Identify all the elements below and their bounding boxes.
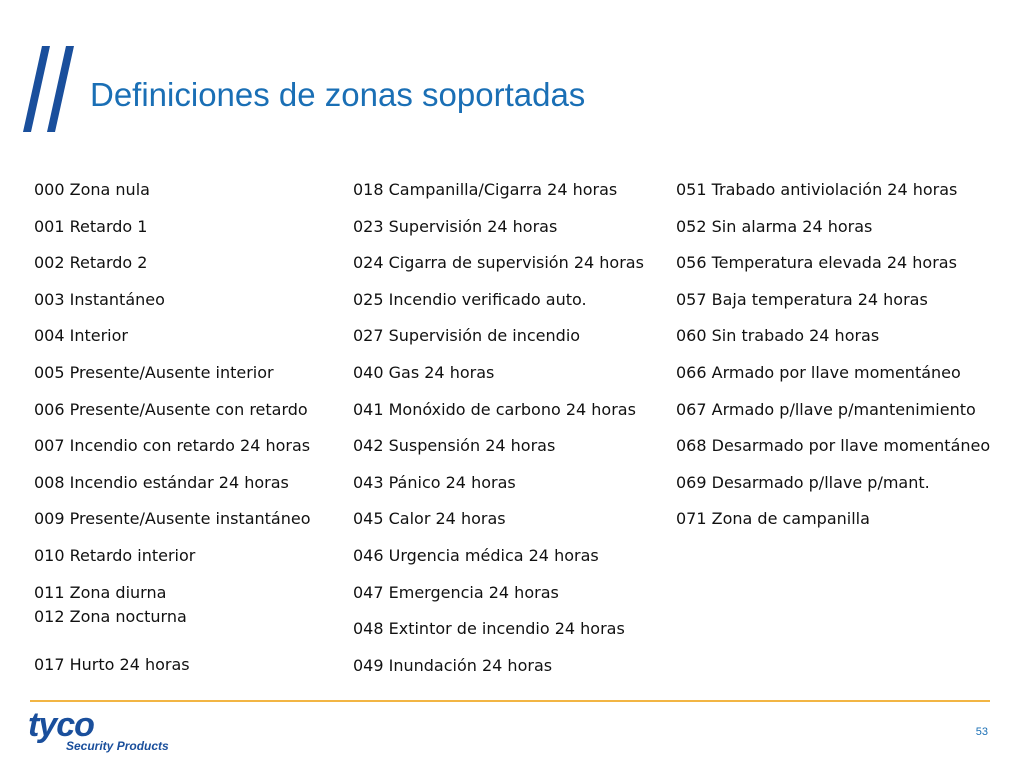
tyco-logo xyxy=(28,706,188,760)
list-item: 011 Zona diurna xyxy=(34,582,167,602)
list-item: 009 Presente/Ausente instantáneo xyxy=(34,509,311,529)
list-item: 042 Suspensión 24 horas xyxy=(353,436,556,456)
zone-column-2 xyxy=(353,178,663,690)
zone-column-1 xyxy=(34,178,334,677)
page-number: 53 xyxy=(975,726,988,738)
list-item: 008 Incendio estándar 24 horas xyxy=(34,472,289,492)
list-item: 023 Supervisión 24 horas xyxy=(353,216,558,236)
list-item: 003 Instantáneo xyxy=(34,289,165,309)
list-item: 057 Baja temperatura 24 horas xyxy=(676,289,928,309)
list-item: 018 Campanilla/Cigarra 24 horas xyxy=(353,180,618,199)
list-item: 025 Incendio verificado auto. xyxy=(353,289,587,309)
list-item: 010 Retardo interior xyxy=(34,545,196,565)
list-item: 012 Zona nocturna xyxy=(34,606,187,626)
list-item: 049 Inundación 24 horas xyxy=(353,655,553,675)
list-item: 056 Temperatura elevada 24 horas xyxy=(676,253,957,273)
list-item: 071 Zona de campanilla xyxy=(676,509,870,529)
list-item: 004 Interior xyxy=(34,326,128,346)
list-item: 066 Armado por llave momentáneo xyxy=(676,362,961,382)
list-item: 060 Sin trabado 24 horas xyxy=(676,326,880,346)
slashes-decoration-icon xyxy=(22,46,82,136)
list-item: 006 Presente/Ausente con retardo xyxy=(34,399,308,419)
list-item: 047 Emergencia 24 horas xyxy=(353,582,559,602)
list-item: 000 Zona nula xyxy=(34,180,150,199)
logo-subtitle: Security Products xyxy=(66,739,169,753)
list-item: 048 Extintor de incendio 24 horas xyxy=(353,619,625,639)
list-item: 041 Monóxido de carbono 24 horas xyxy=(353,399,636,419)
list-item: 043 Pánico 24 horas xyxy=(353,472,516,492)
zone-column-3 xyxy=(676,178,1006,544)
list-item: 017 Hurto 24 horas xyxy=(34,654,190,674)
list-item: 005 Presente/Ausente interior xyxy=(34,362,274,382)
list-item: 068 Desarmado por llave momentáneo xyxy=(676,436,991,456)
list-item: 051 Trabado antiviolación 24 horas xyxy=(676,180,958,199)
list-item: 052 Sin alarma 24 horas xyxy=(676,216,873,236)
list-item: 007 Incendio con retardo 24 horas xyxy=(34,436,311,456)
list-item: 002 Retardo 2 xyxy=(34,253,148,273)
list-item: 045 Calor 24 horas xyxy=(353,509,506,529)
list-item: 027 Supervisión de incendio xyxy=(353,326,581,346)
footer-divider xyxy=(30,700,990,702)
list-item: 046 Urgencia médica 24 horas xyxy=(353,545,599,565)
logo-wordmark: tyco xyxy=(28,706,94,744)
list-item: 067 Armado p/llave p/mantenimiento xyxy=(676,399,976,419)
page-title: Definiciones de zonas soportadas xyxy=(90,76,586,113)
list-item: 024 Cigarra de supervisión 24 horas xyxy=(353,253,644,273)
list-item: 069 Desarmado p/llave p/mant. xyxy=(676,472,930,492)
list-item: 001 Retardo 1 xyxy=(34,216,148,236)
list-item: 040 Gas 24 horas xyxy=(353,362,495,382)
